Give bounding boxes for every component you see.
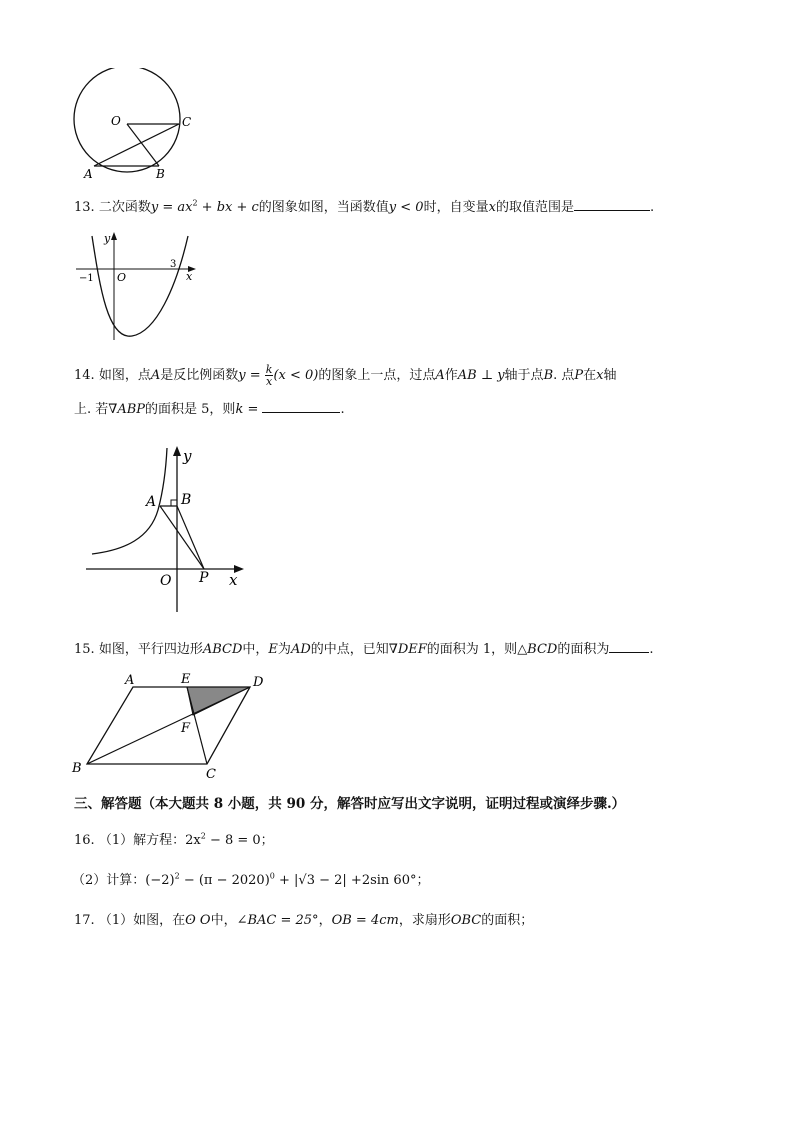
segment-ob bbox=[127, 124, 159, 166]
right-angle-mark bbox=[171, 500, 177, 506]
q13-text-c: 时，自变量 bbox=[423, 200, 489, 215]
q14-point-p: P bbox=[574, 368, 584, 383]
y-axis-arrow bbox=[173, 446, 181, 456]
q14-text-b: 是反比例函数 bbox=[160, 368, 239, 383]
q14-text-a: 如图，点 bbox=[98, 368, 151, 383]
q15-text-a: 如图，平行四边形 bbox=[98, 642, 203, 657]
q16-number: 16. bbox=[74, 833, 95, 848]
q14-ab-perp: AB ⊥ y bbox=[457, 368, 505, 383]
q15-number: 15. bbox=[74, 642, 95, 657]
q14-point-a2: A bbox=[435, 368, 445, 383]
q17-ob: OB = 4cm bbox=[331, 913, 399, 928]
segment-ac bbox=[94, 124, 179, 166]
q16-expr-b: − (π − 2020) bbox=[179, 873, 270, 888]
q16-eq1: 2x bbox=[185, 833, 201, 848]
parallelogram-figure bbox=[66, 668, 280, 786]
q14-number: 14. bbox=[74, 368, 95, 383]
q15-def: ∇DEF bbox=[388, 642, 427, 657]
diagonal-bd bbox=[87, 687, 250, 764]
question-16-part-2: （2）计算：$(-2)^2 - (\pi - 2020)^0 + |√3 - 2| +2\sin$ 60°； bbox=[72, 871, 430, 888]
circle-figure bbox=[66, 68, 206, 182]
q17-part1: （1）如图，在 bbox=[98, 913, 186, 928]
q13-text-b: 的图象如图，当函数值 bbox=[258, 200, 389, 215]
segment-ap bbox=[160, 506, 204, 569]
circle-outline bbox=[74, 68, 180, 172]
q14-point-b: B bbox=[543, 368, 554, 383]
q15-end: . bbox=[649, 642, 654, 657]
label-o: O bbox=[111, 114, 121, 128]
label-p: P bbox=[199, 570, 209, 586]
q13-text-a: 二次函数 bbox=[98, 200, 151, 215]
q14-x: x bbox=[596, 368, 604, 383]
label-d: D bbox=[253, 675, 264, 690]
q14-denominator: x bbox=[265, 375, 273, 388]
q14-k: k = bbox=[235, 402, 259, 417]
label-c: C bbox=[182, 115, 192, 129]
label-y: y bbox=[104, 232, 111, 245]
q16-expr-a: (−2) bbox=[145, 873, 175, 888]
q14-text-e: 轴于点 bbox=[504, 368, 544, 383]
q17-text-b: 中， bbox=[210, 913, 237, 928]
q14-y-eq: y = bbox=[238, 368, 261, 383]
q15-text-d: 的中点，已知 bbox=[310, 642, 389, 657]
q16-part1: （1）解方程： bbox=[98, 833, 186, 848]
q16-semi2: ； bbox=[416, 873, 430, 888]
q14-text-g: 在 bbox=[583, 368, 597, 383]
label-x: x bbox=[229, 571, 238, 589]
y-axis-arrow bbox=[111, 232, 117, 240]
label-o: O bbox=[160, 573, 172, 589]
label-minus-one: −1 bbox=[79, 273, 94, 284]
q13-number: 13. bbox=[74, 200, 95, 215]
q16-eq1b: − 8 = 0 bbox=[205, 833, 261, 848]
q14-point-a: A bbox=[150, 368, 161, 383]
q15-answer-blank[interactable] bbox=[609, 640, 649, 653]
question-14 bbox=[74, 364, 617, 387]
label-x: x bbox=[186, 270, 193, 283]
q13-text-d: 的取值范围是 bbox=[495, 200, 574, 215]
q13-var: x bbox=[488, 200, 496, 215]
q14-triangle: ∇ABP bbox=[108, 402, 146, 417]
q15-text-b: 中， bbox=[242, 642, 269, 657]
q13-formula: y = ax bbox=[150, 200, 193, 215]
q14-line2-b: 的面积是 5，则 bbox=[145, 402, 236, 417]
q16-expr-e: − 2| +2sin 60° bbox=[314, 873, 417, 888]
q13-cond: y < 0 bbox=[388, 200, 424, 215]
parabola-figure bbox=[72, 228, 202, 346]
q16-expr-c: + | bbox=[274, 873, 299, 888]
q14-answer-blank[interactable] bbox=[262, 400, 340, 413]
question-13: 13. 二次函数$y = ax^2$ + bx + c的图象如图，当函数值y < 0时，自变量x的取值范围是 . bbox=[74, 198, 655, 215]
q16-part2: （2）计算： bbox=[72, 873, 146, 888]
q17-number: 17. bbox=[74, 913, 95, 928]
q14-text-f: . 点 bbox=[553, 368, 575, 383]
question-16-part-1: 16. （1）解方程：$2x^2 - 8 = 0$； bbox=[74, 831, 274, 848]
q15-ad: AD bbox=[290, 642, 311, 657]
q15-e: E bbox=[268, 642, 278, 657]
q17-text-d: ，求扇形 bbox=[398, 913, 451, 928]
q14-text-d: 作 bbox=[444, 368, 458, 383]
label-y: y bbox=[183, 447, 192, 465]
q14-end: . bbox=[340, 402, 345, 417]
q16-expr-d: √3 bbox=[298, 873, 315, 888]
q17-obc: OBC bbox=[450, 913, 482, 928]
q15-text-c: 为 bbox=[277, 642, 291, 657]
question-14-line-2 bbox=[74, 400, 345, 419]
q15-abcd: ABCD bbox=[202, 642, 243, 657]
q14-text-h: 轴 bbox=[603, 368, 617, 383]
label-b: B bbox=[181, 492, 192, 508]
q14-line2-a: 上. 若 bbox=[74, 402, 109, 417]
hyperbola-figure bbox=[80, 440, 260, 618]
parabola-curve bbox=[92, 236, 188, 336]
section-3-heading: 三、解答题（本大题共 8 小题，共 90 分，解答时应写出文字说明，证明过程或演绎步骤.） bbox=[74, 796, 626, 812]
label-c: C bbox=[206, 767, 216, 782]
q17-angle: ∠BAC = 25° bbox=[236, 913, 319, 928]
q14-text-c: 的图象上一点，过点 bbox=[318, 368, 436, 383]
label-f: F bbox=[181, 721, 191, 736]
q17-text-c: ， bbox=[318, 913, 332, 928]
q13-answer-blank[interactable] bbox=[574, 198, 650, 211]
question-15 bbox=[74, 640, 654, 659]
label-a: A bbox=[146, 494, 157, 510]
segment-bp bbox=[177, 506, 204, 569]
q15-text-e: 的面积为 1，则 bbox=[426, 642, 518, 657]
question-17 bbox=[74, 912, 533, 930]
label-a: A bbox=[84, 167, 93, 181]
label-e: E bbox=[181, 672, 191, 687]
label-origin: O bbox=[117, 271, 127, 284]
q14-cond: (x < 0) bbox=[273, 368, 319, 383]
label-b: B bbox=[72, 761, 82, 776]
q17-circle-o: ʘ O bbox=[185, 913, 211, 928]
label-b: B bbox=[156, 167, 165, 181]
q14-numerator: k bbox=[265, 363, 273, 376]
q15-bcd: △BCD bbox=[517, 642, 558, 657]
label-three: 3 bbox=[170, 259, 177, 270]
q16-semi: ； bbox=[260, 833, 274, 848]
q13-end: . bbox=[649, 200, 655, 215]
label-a: A bbox=[125, 673, 135, 688]
q17-text-e: 的面积； bbox=[481, 913, 534, 928]
q13-formula-b: + bx + c bbox=[197, 200, 259, 215]
q15-text-f: 的面积为 bbox=[557, 642, 610, 657]
